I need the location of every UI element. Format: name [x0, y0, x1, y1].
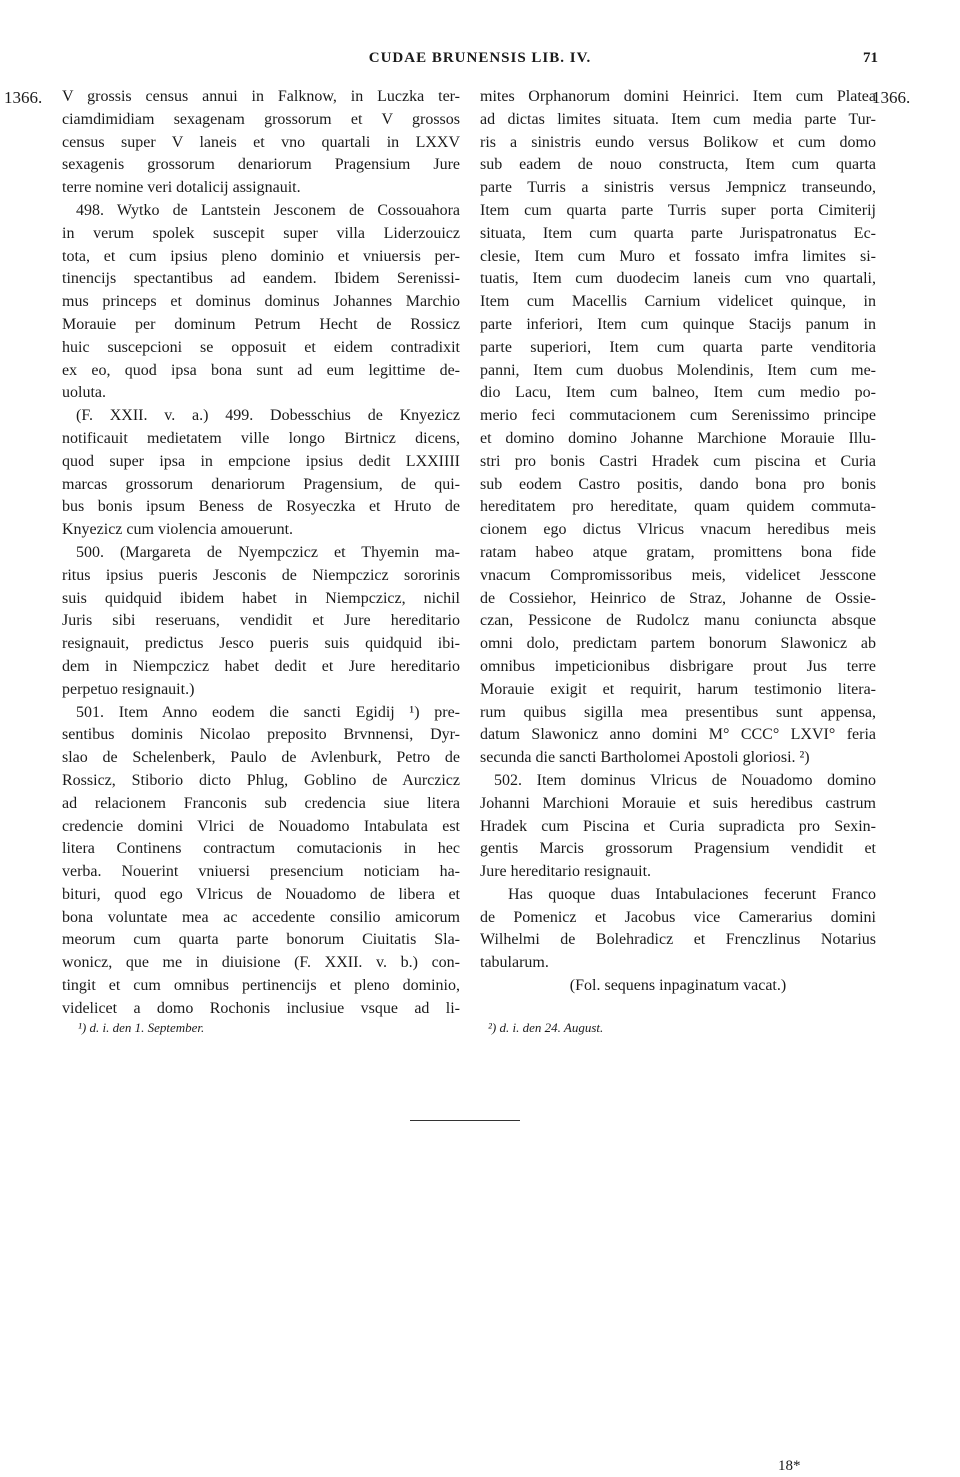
- text-line: tabularum.: [480, 954, 549, 972]
- text-line: et domino domino Johanne Marchione Morauie Illu-: [480, 429, 876, 447]
- text-line: ex eo, quod ipsa bona sunt ad eum legittime de-: [62, 361, 460, 379]
- footnote-1: ¹) d. i. den 1. September.: [78, 1020, 205, 1035]
- text-line: omni dolo, predictam partem bonorum Slawonicz ab: [480, 635, 876, 653]
- text-line: tinencijs spectantibus ad eandem. Ibidem Serenissi-: [62, 270, 460, 288]
- text-line: ritus ipsius pueris Jesconis de Niempczicz sororinis: [62, 566, 460, 584]
- text-line: (F. XXII. v. a.) 499. Dobesschius de Knyezicz: [76, 407, 460, 425]
- text-line: datum Slawonicz anno domini M° CCC° LXVI° feria: [480, 726, 876, 744]
- text-line: czan, Pessicone de Rudolcz manu coniuncta absque: [480, 612, 876, 630]
- text-line: bus bonis ipsum Beness de Rosyeczka et Hruto de: [62, 498, 460, 516]
- text-line: Knyezicz cum violencia amouerunt.: [62, 521, 294, 539]
- text-line: de Pomenicz et Jacobus vice Camerarius domini: [480, 908, 876, 926]
- text-line: Morauie per dominum Petrum Hecht de Rossicz: [62, 315, 460, 333]
- text-line: bona voluntate mea ac accedente consilio amicorum: [62, 908, 460, 926]
- text-line: marcas grossorum denariorum Pragensium, de qui-: [62, 475, 460, 493]
- text-line: mites Orphanorum domini Heinrici. Item cum Platea: [480, 88, 876, 105]
- text-line: Morauie exigit et requirit, harum testimonio litera-: [480, 680, 876, 698]
- signature-mark: 18*: [778, 1458, 801, 1474]
- text-line: ciamdimidiam sexagenam grossorum et V grossos: [62, 110, 460, 128]
- text-line: Rossicz, Stiborio dicto Phlug, Goblino de Aurczicz: [62, 771, 460, 789]
- text-line: bituri, quod ego Vlricus de Nouadomo de libera et: [62, 885, 460, 903]
- text-line: cionem ego dictus Vlricus vnacum heredibus meis: [480, 521, 876, 539]
- text-line: merio feci commutacionem cum Serenissimo principe: [480, 407, 876, 425]
- text-line: panni, Item cum duobus Molendinis, Item cum me-: [480, 361, 876, 379]
- text-line: ad dictas limites situata. Item cum media parte Tur-: [480, 110, 876, 128]
- text-line: parte superiori, Item cum quarta parte venditoria: [480, 338, 876, 356]
- text-line: Has quoque duas Intabulaciones fecerunt Franco: [508, 885, 876, 903]
- text-line: omnibus impeticionibus disbrigare prout Jus terre: [480, 657, 876, 675]
- text-line: credencie domini Vlrici de Nouadomo Intabulata est: [62, 817, 460, 835]
- text-line: verba. Nouerint vniuersi presencium noticiam ha-: [62, 863, 460, 881]
- text-line: parte Turris a sinistris versus Jempnicz transeundo,: [480, 179, 876, 197]
- text-line: (Fol. sequens inpaginatum vacat.): [569, 977, 787, 995]
- text-line: ad relacionem Franconis sub credencia siue litera: [62, 794, 460, 812]
- text-line: videlicet a domo Rochonis inclusiue vsque ad li-: [62, 999, 460, 1017]
- text-line: dio Lacu, Item cum balneo, Item cum medio po-: [480, 384, 876, 402]
- text-line: mus princeps et dominus dominus Johannes Marchio: [62, 293, 460, 311]
- text-line: 502. Item dominus Vlricus de Nouadomo domino: [494, 771, 876, 789]
- text-line: dem in Niempczicz habet dedit et Jure hereditario: [62, 657, 460, 675]
- running-title: CUDAE BRUNENSIS LIB. IV.: [368, 50, 592, 66]
- right-text-column: [480, 86, 876, 998]
- text-line: tota, et cum ipsius pleno dominio et vniuersis per-: [62, 247, 460, 265]
- text-line: tuatis, Item cum duodecim laneis cum vno quartali,: [480, 270, 876, 288]
- text-line: Item cum quarta parte Turris super porta Cimiterij: [480, 201, 876, 219]
- text-line: slao de Schelenberk, Paulo de Avlenburk, Petro de: [62, 749, 460, 767]
- text-line: Johanni Marchioni Morauie et suis heredibus castrum: [480, 794, 876, 812]
- text-line: census super V laneis et vno quartali in LXXV: [62, 133, 460, 151]
- text-line: notificauit medietatem ville longo Birtnicz dicens,: [62, 429, 460, 447]
- text-line: de Cossiehor, Heinrico de Straz, Johanne de Ossie-: [480, 589, 876, 607]
- text-line: hereditatem pro hereditate, quam quidem commuta-: [480, 498, 876, 516]
- text-line: perpetuo resignauit.): [62, 680, 195, 698]
- text-line: sexagenis grossorum denariorum Pragensium Jure: [62, 156, 460, 174]
- page-number: 71: [863, 50, 878, 66]
- text-line: V grossis census annui in Falknow, in Luczka ter-: [62, 88, 460, 105]
- margin-year-left: 1366.: [4, 88, 43, 107]
- text-line: ratam habeo atque gratam, promittens bona fide: [480, 543, 876, 561]
- text-line: 498. Wytko de Lantstein Jesconem de Cossouahora: [76, 201, 460, 219]
- text-line: gentis Marcis grossorum Pragensium vendidit et: [480, 840, 876, 858]
- text-line: vnacum Compromissoribus meis, videlicet Jesscone: [480, 566, 876, 584]
- text-line: ris a sinistris eundo versus Bolikow et cum domo: [480, 133, 876, 151]
- text-line: sentibus dominis Nicolao preposito Brvnnensi, Dyr-: [62, 726, 460, 744]
- text-line: parte inferiori, Item cum quinque Stacijs panum in: [480, 315, 876, 333]
- text-line: resignauit, predictus Jesco pueris suis quidquid ibi-: [62, 635, 460, 653]
- text-line: secunda die sancti Bartholomei Apostoli gloriosi. ²): [480, 749, 810, 767]
- text-line: meorum cum quarta parte bonorum Ciuitatis Sla-: [62, 931, 460, 949]
- text-line: in verum spolek suscepit super villa Liderzouicz: [62, 224, 460, 242]
- text-line: terre nomine veri dotalicij assignauit.: [62, 179, 301, 197]
- text-line: Juris sibi reseruans, vendidit et Jure hereditario: [62, 612, 460, 630]
- text-line: wonicz, que me in diuisione (F. XXII. v. b.) con-: [62, 954, 460, 972]
- text-line: Hradek cum Piscina et Curia supradicta pro Sexin-: [480, 817, 876, 835]
- left-text-column: [62, 86, 460, 1021]
- text-line: litera Continens contractum comutacionis in hec: [62, 840, 460, 858]
- text-line: tingit et cum omnibus pertinencijs et pleno dominio,: [62, 977, 460, 995]
- text-line: 500. (Margareta de Nyempczicz et Thyemin ma-: [76, 543, 460, 561]
- text-line: sub eadem de nouo constructa, Item cum quarta: [480, 156, 876, 174]
- text-line: suis quidquid ibidem habet in Niempczicz, nichil: [62, 589, 460, 607]
- text-line: quod super ipsa in empcione ipsius dedit LXXIIII: [62, 452, 460, 470]
- text-line: Wilhelmi de Bolehradicz et Frenczlinus Notarius: [480, 931, 876, 949]
- text-line: huic suscepcioni se opposuit et eidem contradixit: [62, 338, 460, 356]
- text-line: situata, Item cum quarta parte Jurispatronatus Ec-: [480, 224, 876, 242]
- footnote-2: ²) d. i. den 24. August.: [488, 1020, 604, 1035]
- text-line: Jure hereditario resignauit.: [480, 863, 652, 881]
- text-line: Item cum Macellis Carnium videlicet quinque, in: [480, 293, 876, 311]
- margin-year-right: 1366.: [872, 88, 911, 107]
- text-line: stri pro bonis Castri Hradek cum piscina et Curia: [480, 452, 876, 470]
- text-line: clesie, Item cum Muro et fossato imfra limites si-: [480, 247, 876, 265]
- text-line: uoluta.: [62, 384, 106, 402]
- divider-rule: [410, 1120, 520, 1121]
- text-line: rum quibus sigilla mea presentibus sunt appensa,: [480, 703, 876, 721]
- text-line: 501. Item Anno eodem die sancti Egidij ¹) pre-: [76, 703, 460, 721]
- text-line: sub eodem Castro positis, dando bona pro bonis: [480, 475, 876, 493]
